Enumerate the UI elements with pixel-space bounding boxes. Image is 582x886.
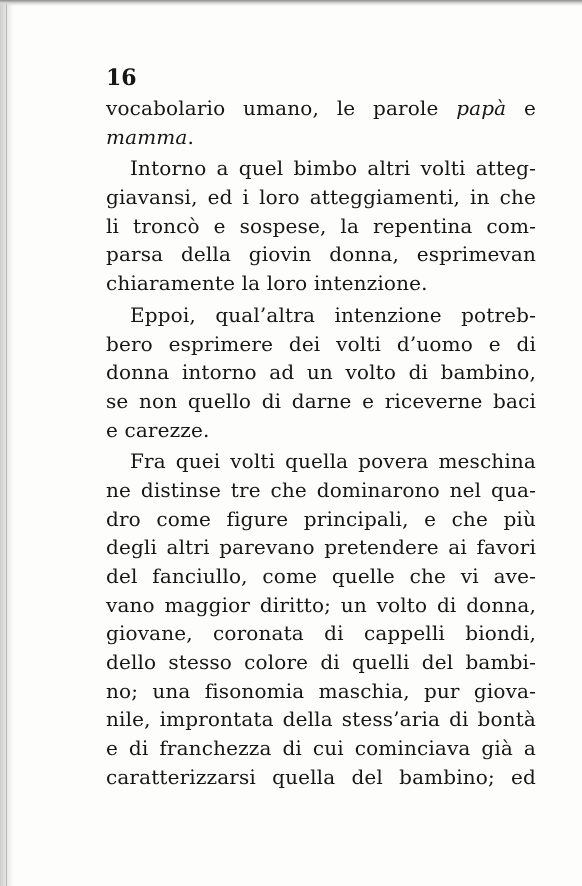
binding-edge-line bbox=[6, 0, 7, 886]
italic-word: papà bbox=[456, 96, 507, 120]
paragraph bbox=[106, 447, 536, 791]
line-text: vocabolario umano, le parole bbox=[106, 96, 457, 120]
text-line: bero esprimere dei volti d’uomo e di bbox=[106, 331, 536, 356]
page-number: 16 bbox=[106, 65, 137, 91]
text-line: e di franchezza di cui cominciava già a bbox=[106, 736, 536, 761]
page-top-edge bbox=[0, 0, 582, 6]
paragraph bbox=[106, 154, 536, 297]
text-line: vano maggior diritto; un volto di donna, bbox=[106, 592, 536, 617]
line-text: e bbox=[506, 96, 536, 120]
text-line: parsa della giovin donna, esprimevan bbox=[106, 242, 536, 267]
text-line: caratterizzarsi quella del bambino; ed bbox=[106, 764, 536, 789]
paragraph bbox=[106, 94, 536, 151]
text-block bbox=[106, 64, 536, 792]
text-line: giavansi, ed i loro atteggiamenti, in che bbox=[106, 185, 536, 210]
text-line: e carezze. bbox=[106, 417, 210, 442]
text-line: nile, improntata della stess’aria di bontà bbox=[106, 707, 536, 732]
text-line: no; una fisonomia maschia, pur giova- bbox=[106, 678, 536, 703]
text-line: Intorno a quel bimbo altri volti atteg- bbox=[130, 156, 536, 181]
text-line: dello stesso colore di quelli del bambi- bbox=[106, 650, 536, 675]
line-text: . bbox=[187, 124, 195, 149]
text-line: donna intorno ad un volto di bambino, bbox=[106, 360, 536, 385]
binding-shadow bbox=[0, 0, 14, 886]
text-line: li troncò e sospese, la repentina com- bbox=[106, 213, 536, 238]
text-line: ne distinse tre che dominarono nel qua- bbox=[106, 477, 536, 502]
text-line: del fanciullo, come quelle che vi ave- bbox=[106, 564, 536, 588]
italic-word: mamma bbox=[106, 124, 188, 149]
text-line: Fra quei volti quella povera meschina bbox=[130, 449, 536, 474]
text-line bbox=[106, 94, 536, 123]
text-line: degli altri parevano pretendere ai favori bbox=[106, 535, 536, 560]
text-line: se non quello di darne e riceverne baci bbox=[106, 388, 536, 413]
text-line: dro come figure principali, e che più bbox=[106, 506, 536, 531]
text-line bbox=[106, 123, 536, 152]
text-line: Eppoi, qual’altra intenzione potreb- bbox=[130, 302, 536, 327]
text-line: giovane, coronata di cappelli biondi, bbox=[106, 621, 536, 646]
text-line: chiaramente la loro intenzione. bbox=[106, 271, 428, 296]
paragraph bbox=[106, 301, 536, 444]
